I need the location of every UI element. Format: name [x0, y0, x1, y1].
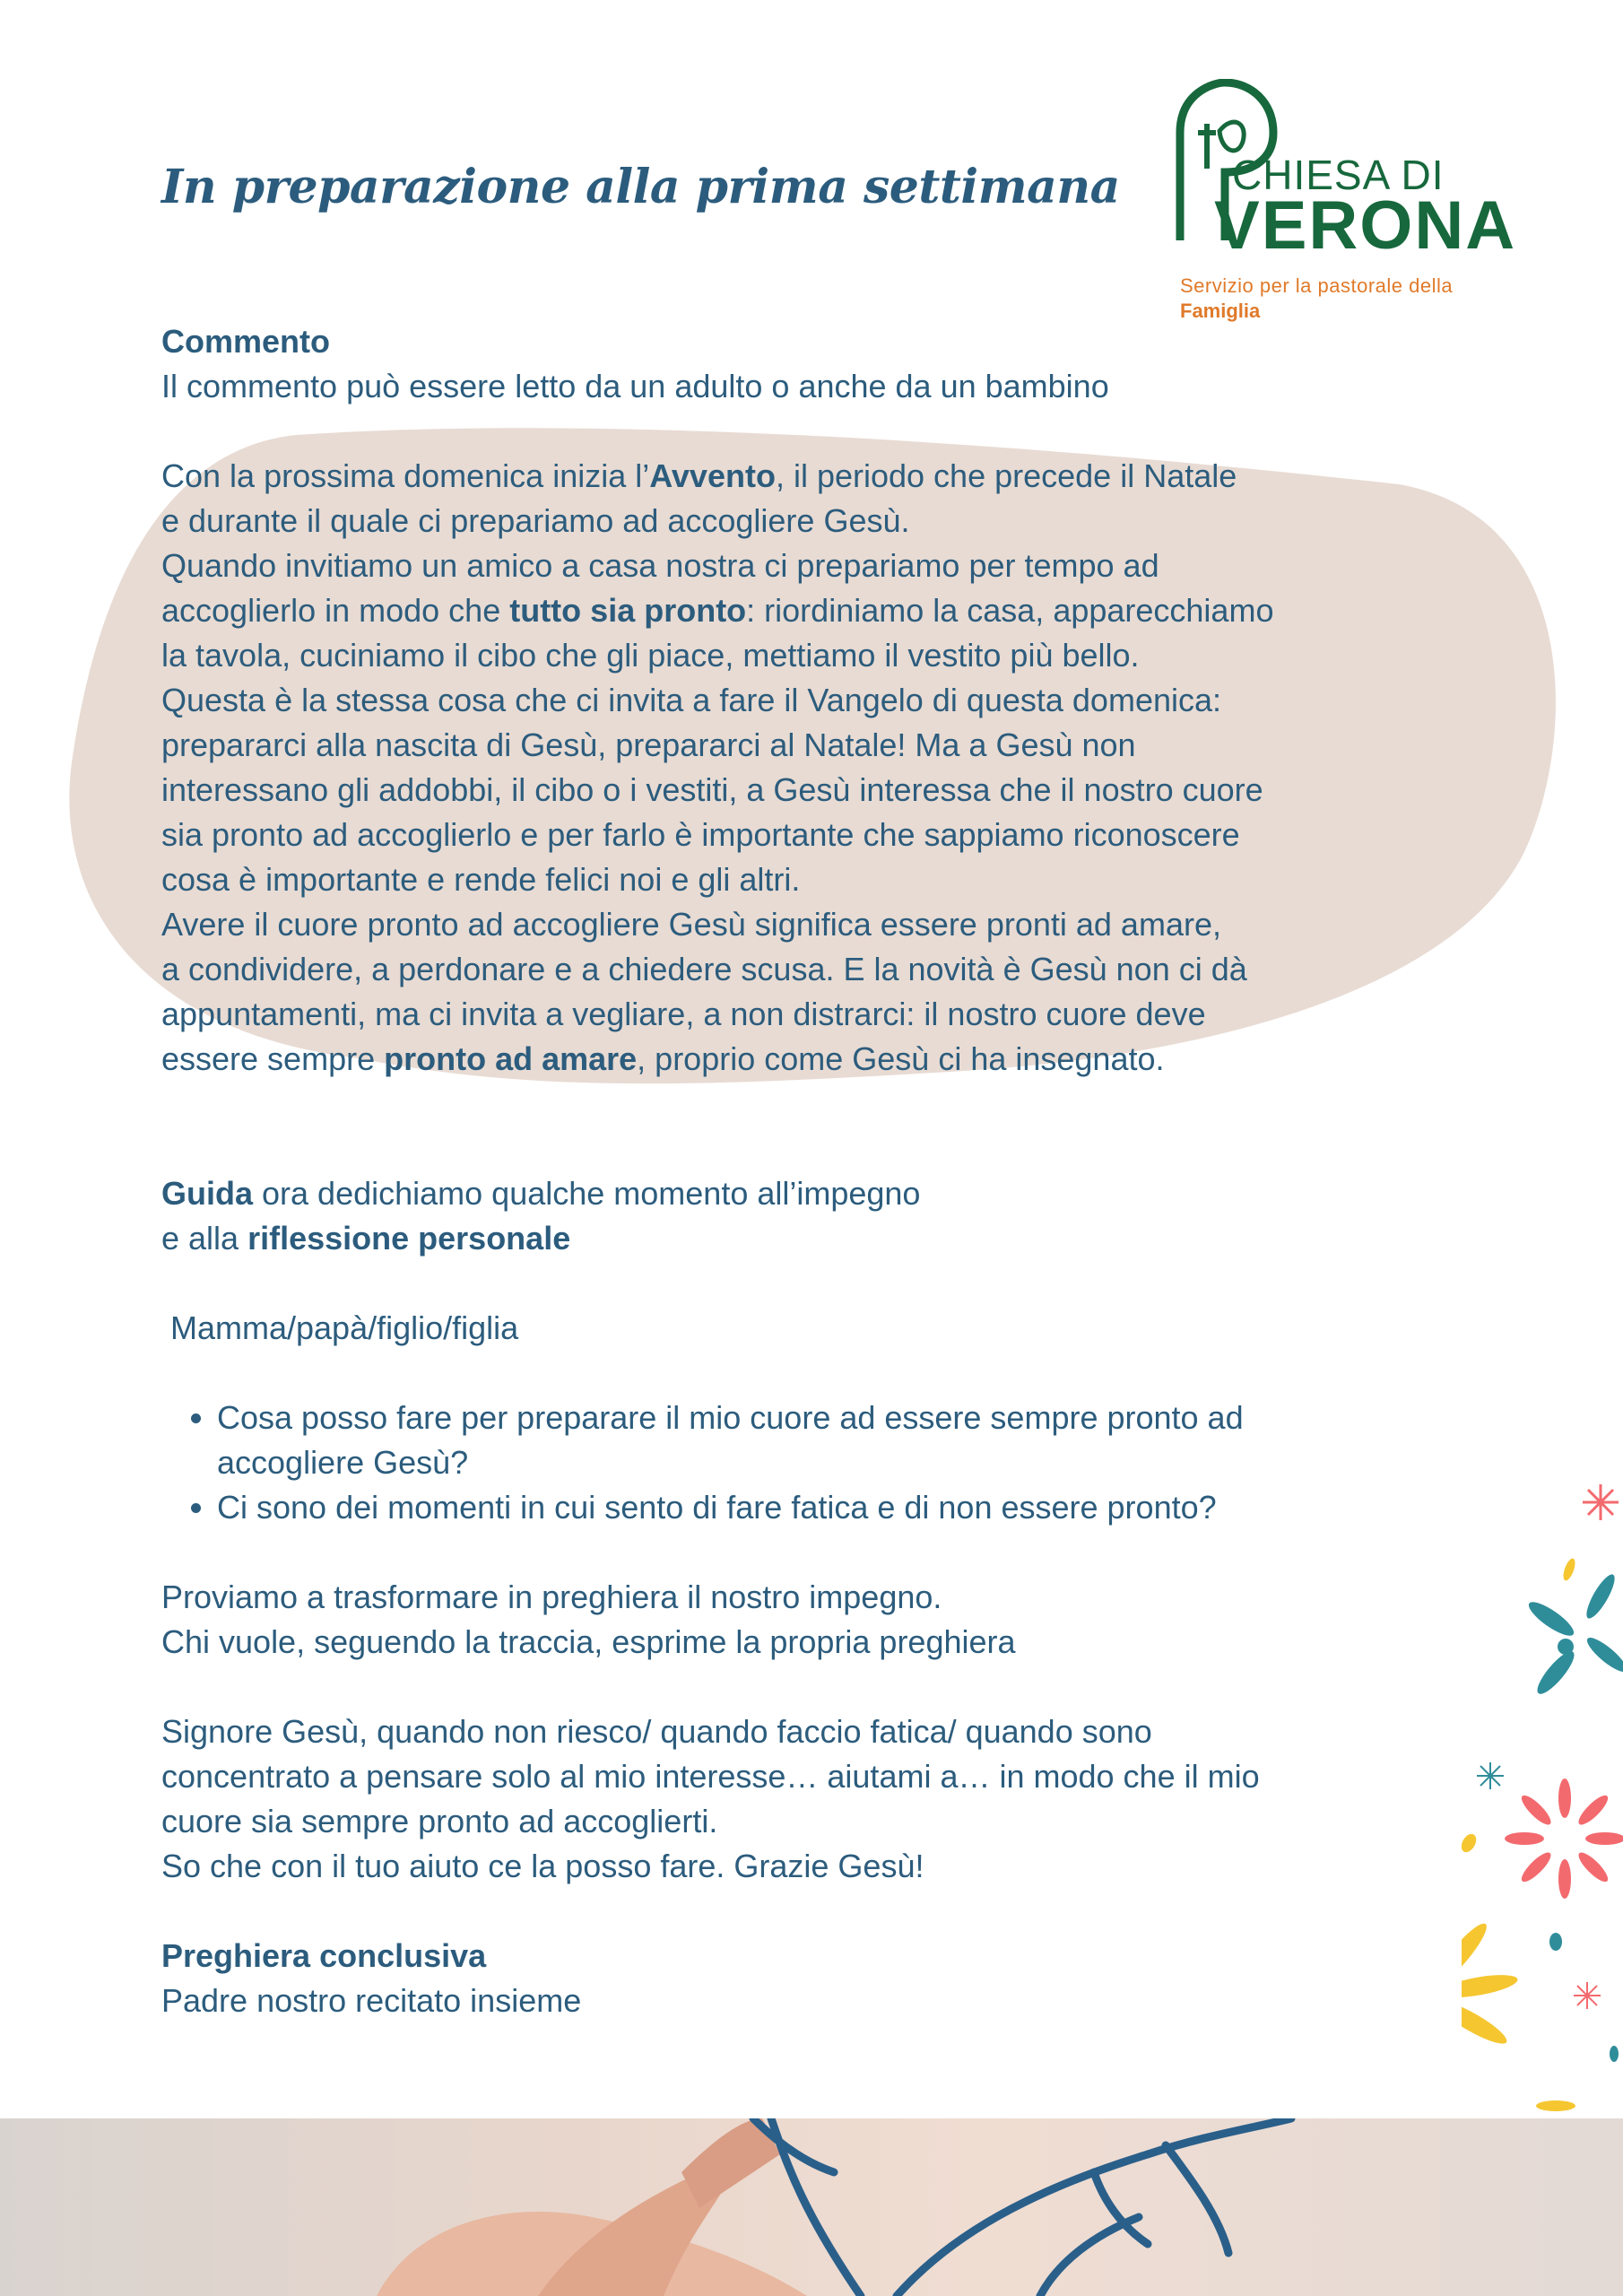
- preghiera-line: Signore Gesù, quando non riesco/ quando faccio fatica/ quando sono: [161, 1713, 1152, 1750]
- text-span: essere sempre: [161, 1040, 385, 1077]
- guida-line: [161, 1171, 1471, 1216]
- text-span: Cosa posso fare per preparare il mio cuore ad essere sempre pronto ad: [217, 1399, 1244, 1436]
- commento-heading: Commento: [161, 323, 330, 360]
- commento-paragraph-line: a condividere, a perdonare e a chiedere scusa. E la novità è Gesù non ci dà: [161, 951, 1247, 987]
- logo-subtitle: Servizio per la pastorale della: [1180, 274, 1454, 297]
- logo-subtitle-bold: Famiglia: [1180, 300, 1261, 322]
- logo-line2: VERONA: [1214, 187, 1517, 264]
- commento-paragraph-line: interessano gli addobbi, il cibo o i vestiti, a Gesù interessa che il nostro cuore: [161, 771, 1263, 808]
- bold-span: riflessione personale: [247, 1220, 571, 1257]
- guida-line: [161, 1216, 1471, 1261]
- commento-paragraph-line: e durante il quale ci prepariamo ad accogliere Gesù.: [161, 502, 910, 539]
- commento-paragraph-line: la tavola, cuciniamo il cibo che gli piace, mettiamo il vestito più bello.: [161, 637, 1140, 674]
- text-span: accogliere Gesù?: [217, 1444, 469, 1481]
- conclusione-text: Padre nostro recitato insieme: [161, 1982, 582, 2019]
- text-span: e alla: [161, 1220, 248, 1257]
- text-span: Con la prossima domenica inizia l’: [161, 457, 650, 494]
- preghiera-line: cuore sia sempre pronto ad accoglierti.: [161, 1803, 718, 1839]
- commento-paragraph-line: [161, 588, 1471, 633]
- commento-paragraph-line: Avere il cuore pronto ad accogliere Gesù significa essere pronti ad amare,: [161, 906, 1221, 943]
- commento-paragraph-line: sia pronto ad accoglierlo e per farlo è importante che sappiamo riconoscere: [161, 816, 1240, 853]
- commento-paragraph-line: appuntamenti, ma ci invita a vegliare, a non distrarci: il nostro cuore deve: [161, 996, 1206, 1032]
- roles-line: Mamma/papà/figlio/figlia: [170, 1309, 519, 1346]
- list-item: [217, 1396, 1471, 1485]
- preghiera-intro-line: Chi vuole, seguendo la traccia, esprime la propria preghiera: [161, 1623, 1016, 1660]
- commento-paragraph-line: Questa è la stessa cosa che ci invita a fare il Vangelo di questa domenica:: [161, 682, 1222, 718]
- main-content: [161, 319, 1471, 2023]
- text-span: ora dedichiamo qualche momento all’impegno: [253, 1175, 921, 1212]
- conclusione-heading: Preghiera conclusiva: [161, 1937, 487, 1974]
- text-span: accoglierlo in modo che: [161, 592, 510, 629]
- logo-chiesa-di-verona: [1162, 79, 1517, 330]
- commento-paragraph-line: [161, 1037, 1471, 1082]
- text-span: : riordiniamo la casa, apparecchiamo: [746, 592, 1274, 629]
- preghiera-intro-line: Proviamo a trasformare in preghiera il nostro impegno.: [161, 1578, 942, 1615]
- hand-illustration-icon: [0, 2118, 1623, 2296]
- list-item: • Ci sono dei momenti in cui sento di fare fatica e di non essere pronto?: [217, 1485, 1471, 1530]
- page-title: In preparazione alla prima settimana: [161, 160, 1120, 214]
- text-span: , proprio come Gesù ci ha insegnato.: [637, 1040, 1165, 1077]
- preghiera-line: So che con il tuo aiuto ce la posso fare. Grazie Gesù!: [161, 1848, 924, 1884]
- preghiera-line: concentrato a pensare solo al mio interesse… aiutami a… in modo che il mio: [161, 1758, 1260, 1795]
- commento-note: Il commento può essere letto da un adulto o anche da un bambino: [161, 368, 1109, 404]
- commento-paragraph-line: Quando invitiamo un amico a casa nostra ci prepariamo per tempo ad: [161, 547, 1159, 584]
- footer-photo: [0, 2118, 1623, 2296]
- bold-span: tutto sia pronto: [509, 592, 747, 629]
- commento-paragraph-line: prepararci alla nascita di Gesù, prepararci al Natale! Ma a Gesù non: [161, 726, 1136, 763]
- bold-span: pronto ad amare: [384, 1040, 638, 1077]
- logo-line1: CHIESA DI: [1232, 152, 1445, 198]
- questions-list: [161, 1396, 1471, 1530]
- text-span: , il periodo che precede il Natale: [775, 457, 1237, 494]
- commento-paragraph-line: [161, 454, 1471, 499]
- bold-span: Avvento: [649, 457, 776, 494]
- flowers-decoration-icon: [1462, 1444, 1623, 2126]
- bold-span: Guida: [161, 1175, 254, 1212]
- commento-paragraph-line: cosa è importante e rende felici noi e gli altri.: [161, 861, 801, 898]
